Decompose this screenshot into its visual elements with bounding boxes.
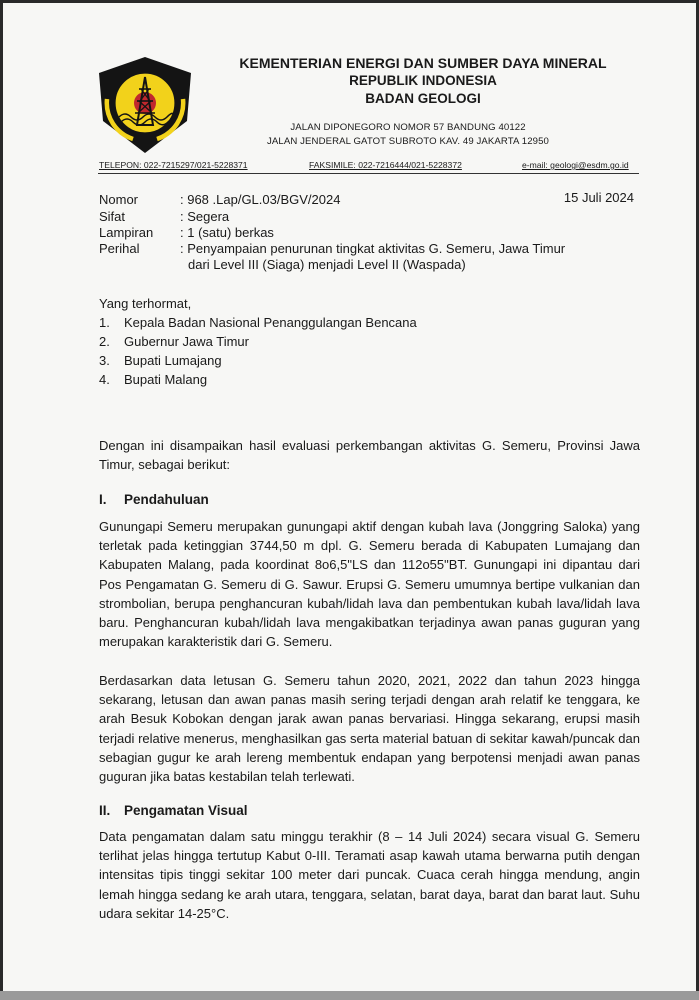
bottom-strip	[0, 991, 699, 1000]
pendahuluan-paragraph-2: Berdasarkan data letusan G. Semeru tahun 2020, 2021, 2022 dan tahun 2023 hingga sekarang, letusan dan awan panas masih sering terjadi dengan arah relatif ke tenggara, ke arah Besuk Kobokan dengan jarak awan panas bervariasi. Hingga sekarang, erupsi masih terjadi relative menerus, menghasilkan gas serta material batuan di sekitar kawah/puncak dan sebagian gugur ke arah lereng membentuk endapan yang berpotensi menjadi awan panas guguran jika batas kestabilan telah terlewati.	[99, 673, 640, 785]
letter-page	[3, 3, 696, 991]
section-heading	[99, 492, 209, 507]
list-number: 4.	[99, 372, 110, 387]
telephone-line: TELEPON: 022-7215297/021-5228371	[99, 160, 248, 170]
list-number: 1.	[99, 315, 110, 330]
recipient-text: Bupati Lumajang	[124, 353, 222, 368]
esdm-logo-icon	[95, 55, 195, 155]
sifat-value: : Segera	[180, 209, 230, 224]
recipient-text: Bupati Malang	[124, 372, 208, 387]
list-item	[99, 315, 417, 330]
lampiran-label: Lampiran	[99, 225, 154, 240]
lampiran-value: : 1 (satu) berkas	[180, 225, 274, 240]
letterhead-divider	[98, 173, 639, 174]
ministry-name: KEMENTERIAN ENERGI DAN SUMBER DAYA MINERAL	[239, 55, 607, 71]
perihal-value: : Penyampaian penurunan tingkat aktivitas G. Semeru, Jawa Timur	[180, 241, 566, 256]
agency-name: BADAN GEOLOGI	[365, 91, 481, 106]
perihal-value-continued: dari Level III (Siaga) menjadi Level II (Waspada)	[188, 257, 466, 272]
facsimile-line[interactable]: FAKSIMILE: 022-7216444/021-5228372	[309, 160, 462, 170]
address-jakarta: JALAN JENDERAL GATOT SUBROTO KAV. 49 JAKARTA 12950	[267, 136, 549, 147]
list-item	[99, 353, 222, 368]
list-item	[99, 372, 207, 387]
recipient-text: Gubernur Jawa Timur	[124, 334, 249, 349]
republic-name: REPUBLIK INDONESIA	[349, 73, 497, 88]
section-number: II.	[99, 803, 111, 818]
list-item	[99, 334, 249, 349]
nomor-label: Nomor	[99, 192, 139, 207]
pendahuluan-paragraph-1: Gunungapi Semeru merupakan gunungapi aktif dengan kubah lava (Jonggring Saloka) yang terletak pada ketinggian 3744,50 m dpl. G. Semeru berada di Kabupaten Lumajang dan Kabupaten Malang, pada koordinat 8o6,5"LS dan 112o55"BT. Gunungapi ini dipantau dari Pos Pengamatan G. Semeru di G. Sawur. Erupsi G. Semeru umumnya bertipe vulkanian dan strombolian, berupa penghancuran kubah/lidah lava dan pembentukan kubah lava/lidah lava baru. Penghancuran kubah/lidah lava mengakibatkan terjadinya awan panas guguran yang merupakan karakteristik dari G. Semeru.	[99, 519, 640, 650]
letter-date: 15 Juli 2024	[563, 190, 634, 205]
sifat-label: Sifat	[99, 209, 126, 224]
recipient-text: Kepala Badan Nasional Penanggulangan Bencana	[124, 315, 417, 330]
email-link[interactable]: e-mail: geologi@esdm.go.id	[522, 160, 629, 170]
perihal-label: Perihal	[99, 241, 140, 256]
section-title: Pengamatan Visual	[124, 803, 248, 818]
intro-paragraph: Dengan ini disampaikan hasil evaluasi perkembangan aktivitas G. Semeru, Provinsi Jawa Timur, sebagai berikut:	[99, 438, 640, 473]
pengamatan-visual-paragraph: Data pengamatan dalam satu minggu terakhir (8 – 14 Juli 2024) secara visual G. Semeru terlihat jelas hingga tertutup Kabut 0-III. Teramati asap kawah utama berwarna putih dengan intensitas tipis tinggi sekitar 100 meter dari puncak. Cuaca cerah hingga mendung, angin lemah hingga sedang ke arah utara, tenggara, selatan, barat daya, barat dan barat laut. Suhu udara sekitar 14-25°C.	[99, 829, 640, 921]
nomor-value: : 968 .Lap/GL.03/BGV/2024	[180, 192, 341, 207]
section-number: I.	[99, 492, 107, 507]
section-heading	[99, 803, 248, 818]
list-number: 2.	[99, 334, 110, 349]
section-title: Pendahuluan	[124, 492, 209, 507]
salutation: Yang terhormat,	[99, 296, 192, 311]
list-number: 3.	[99, 353, 110, 368]
address-bandung: JALAN DIPONEGORO NOMOR 57 BANDUNG 40122	[290, 122, 526, 133]
